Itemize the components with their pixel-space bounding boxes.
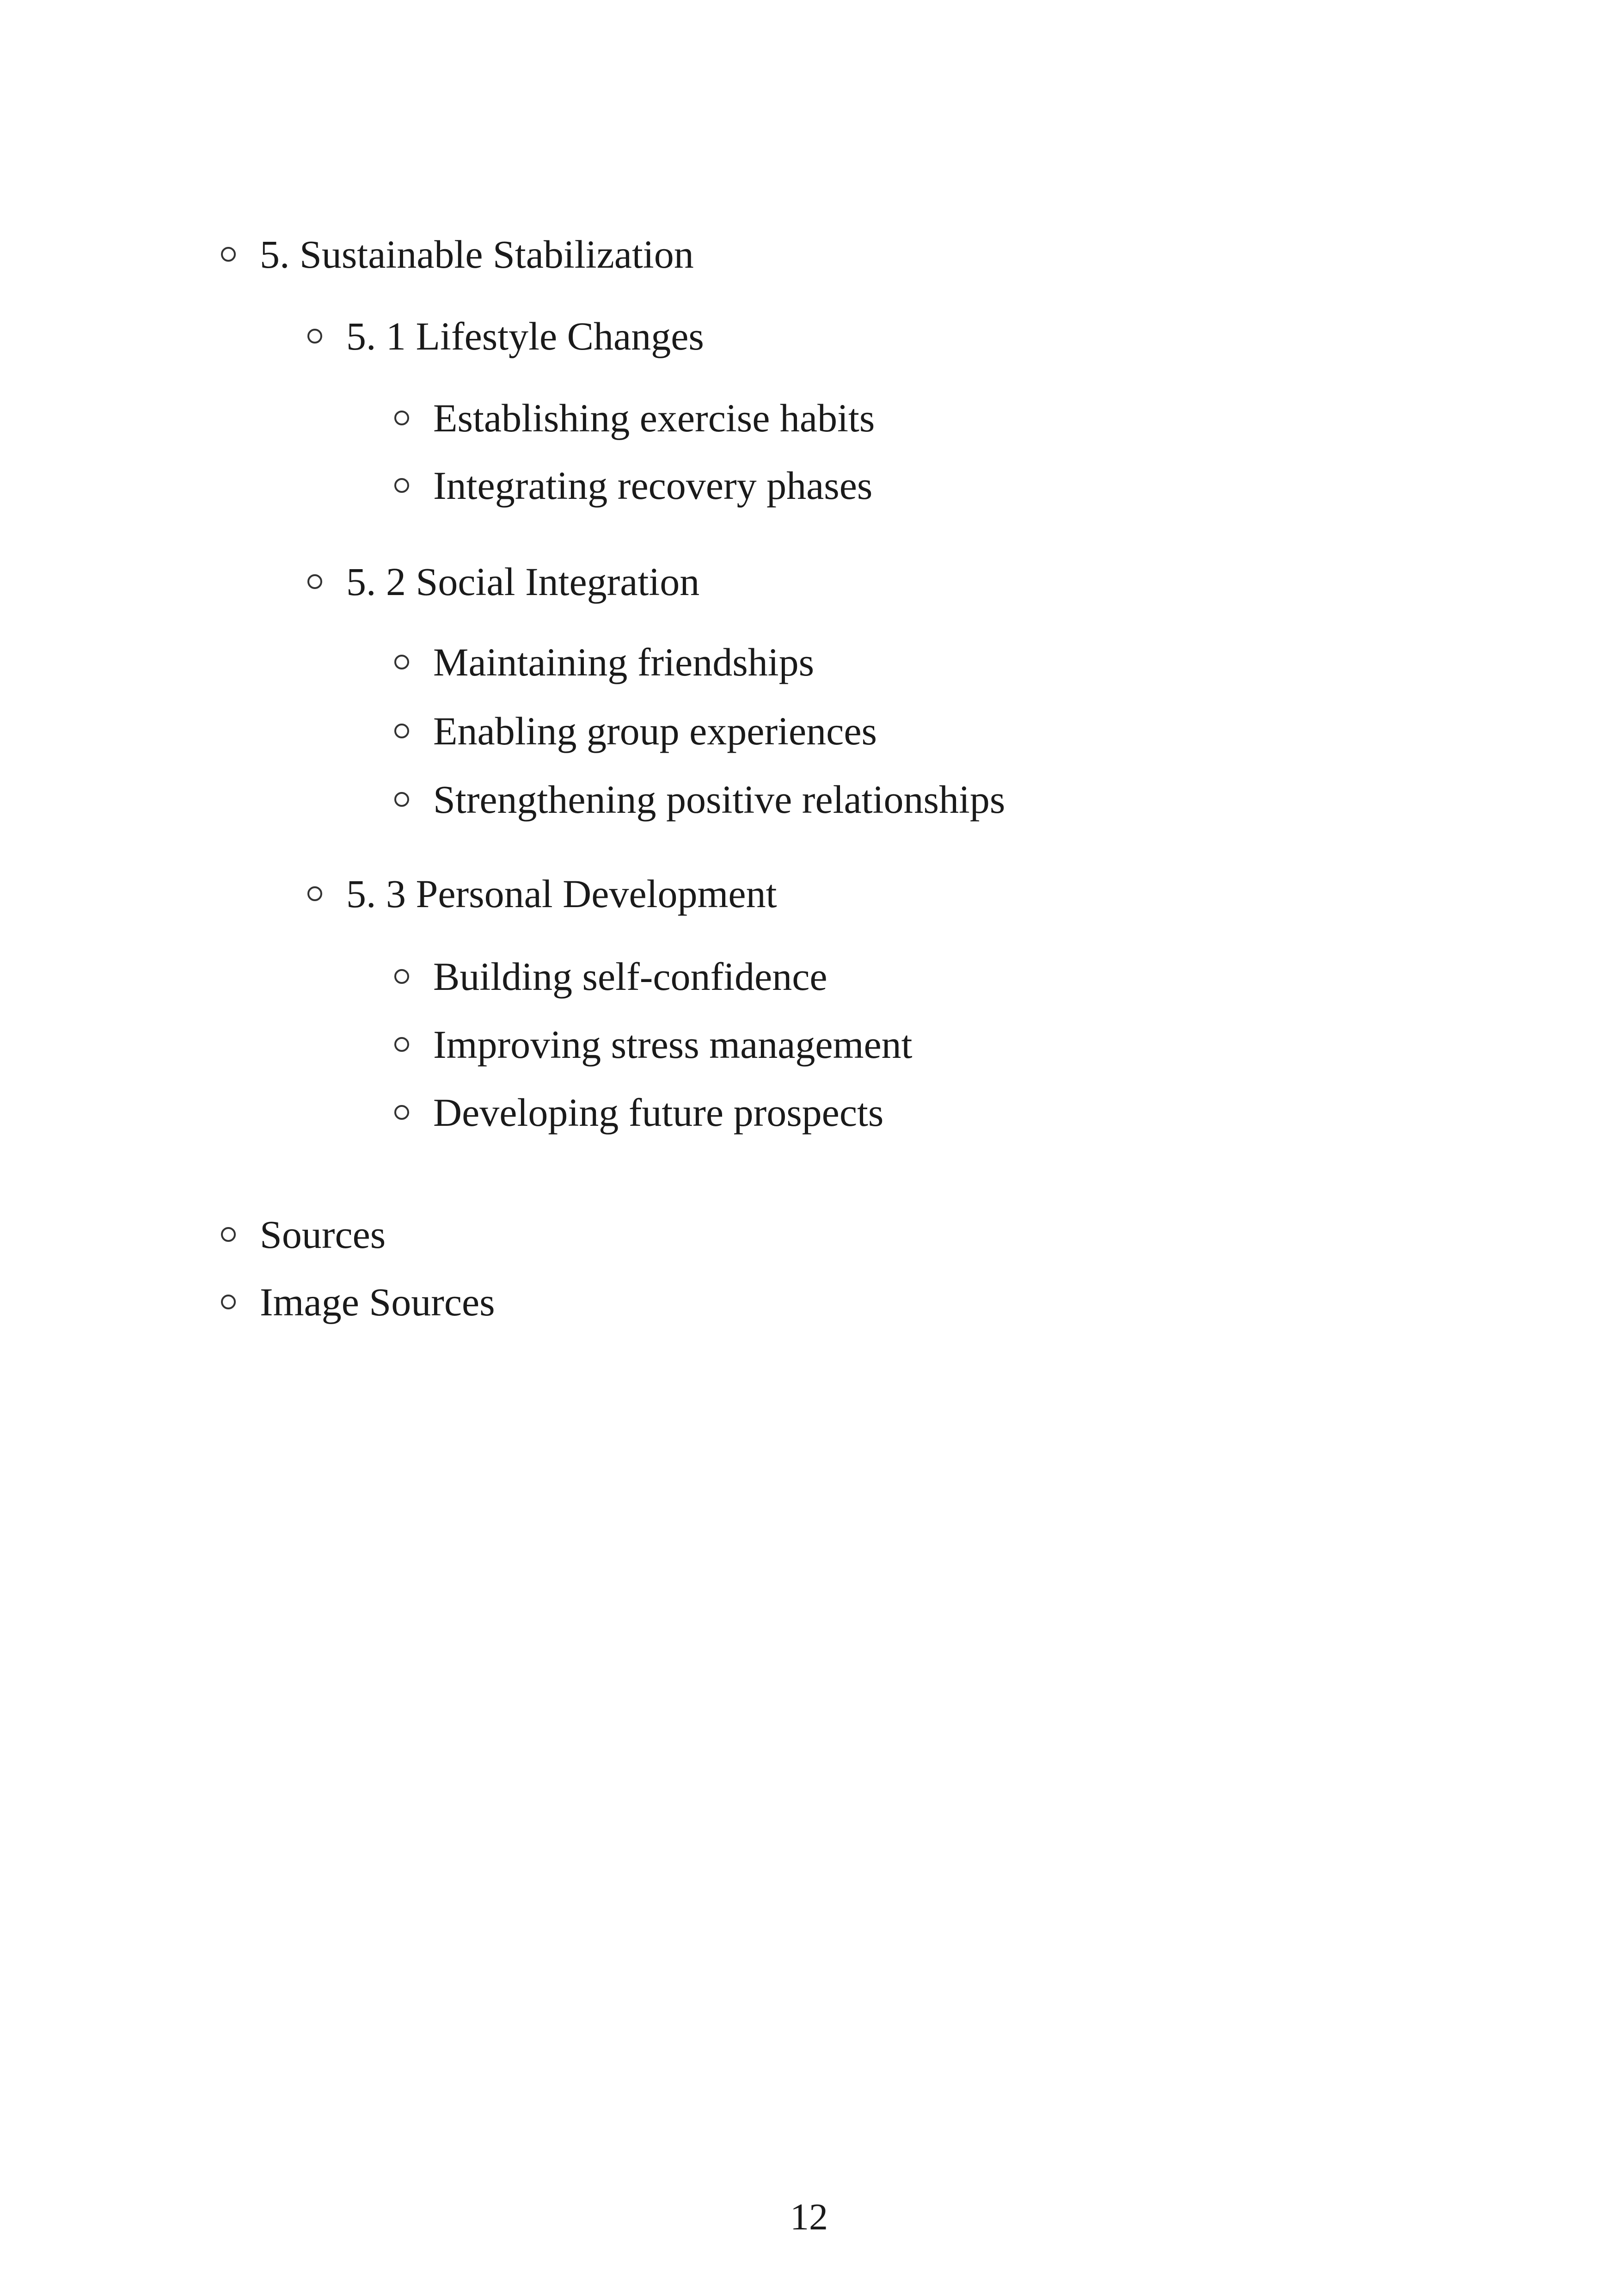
- outline-item-label: 5. 1 Lifestyle Changes: [346, 314, 704, 358]
- hollow-circle-bullet-icon: [394, 478, 409, 493]
- hollow-circle-bullet-icon: [394, 969, 409, 984]
- outline-item-sustainable-stabilization: [221, 227, 694, 282]
- outline-item-lifestyle-changes: [307, 308, 704, 364]
- hollow-circle-bullet-icon: [394, 411, 409, 425]
- outline-item-label: Improving stress management: [433, 1022, 913, 1067]
- hollow-circle-bullet-icon: [394, 655, 409, 669]
- outline-item-friendships: [394, 634, 814, 690]
- outline-item-label: Establishing exercise habits: [433, 396, 875, 440]
- outline-item-sources: [221, 1207, 386, 1262]
- hollow-circle-bullet-icon: [221, 1227, 236, 1242]
- hollow-circle-bullet-icon: [221, 247, 236, 262]
- outline-item-label: Building self-confidence: [433, 954, 827, 999]
- outline-item-label: Strengthening positive relationships: [433, 777, 1005, 822]
- outline-item-label: Integrating recovery phases: [433, 463, 873, 508]
- hollow-circle-bullet-icon: [307, 574, 322, 589]
- outline-item-social-integration: [307, 554, 699, 609]
- outline-item-label: Maintaining friendships: [433, 640, 815, 684]
- hollow-circle-bullet-icon: [394, 792, 409, 807]
- outline-item-self-confidence: [394, 949, 827, 1004]
- outline-item-group-experiences: [394, 703, 877, 759]
- hollow-circle-bullet-icon: [394, 724, 409, 738]
- outline-item-exercise-habits: [394, 390, 875, 446]
- page-number: 12: [790, 2196, 828, 2238]
- outline-item-positive-relationships: [394, 772, 1005, 827]
- outline-item-future-prospects: [394, 1085, 883, 1140]
- outline-item-label: 5. 2 Social Integration: [346, 559, 700, 604]
- outline-item-label: Enabling group experiences: [433, 709, 877, 753]
- hollow-circle-bullet-icon: [307, 886, 322, 901]
- outline-item-recovery-phases: [394, 458, 872, 513]
- outline-item-stress-management: [394, 1017, 913, 1072]
- outline-item-label: Developing future prospects: [433, 1090, 884, 1135]
- hollow-circle-bullet-icon: [394, 1037, 409, 1052]
- hollow-circle-bullet-icon: [221, 1295, 236, 1309]
- outline-item-label: 5. 3 Personal Development: [346, 872, 777, 916]
- outline-item-label: Image Sources: [260, 1280, 495, 1324]
- hollow-circle-bullet-icon: [307, 329, 322, 344]
- outline-item-label: Sources: [260, 1212, 386, 1257]
- outline-item-personal-development: [307, 866, 777, 921]
- outline-item-label: 5. Sustainable Stabilization: [260, 232, 694, 276]
- hollow-circle-bullet-icon: [394, 1105, 409, 1120]
- outline-item-image-sources: [221, 1274, 495, 1330]
